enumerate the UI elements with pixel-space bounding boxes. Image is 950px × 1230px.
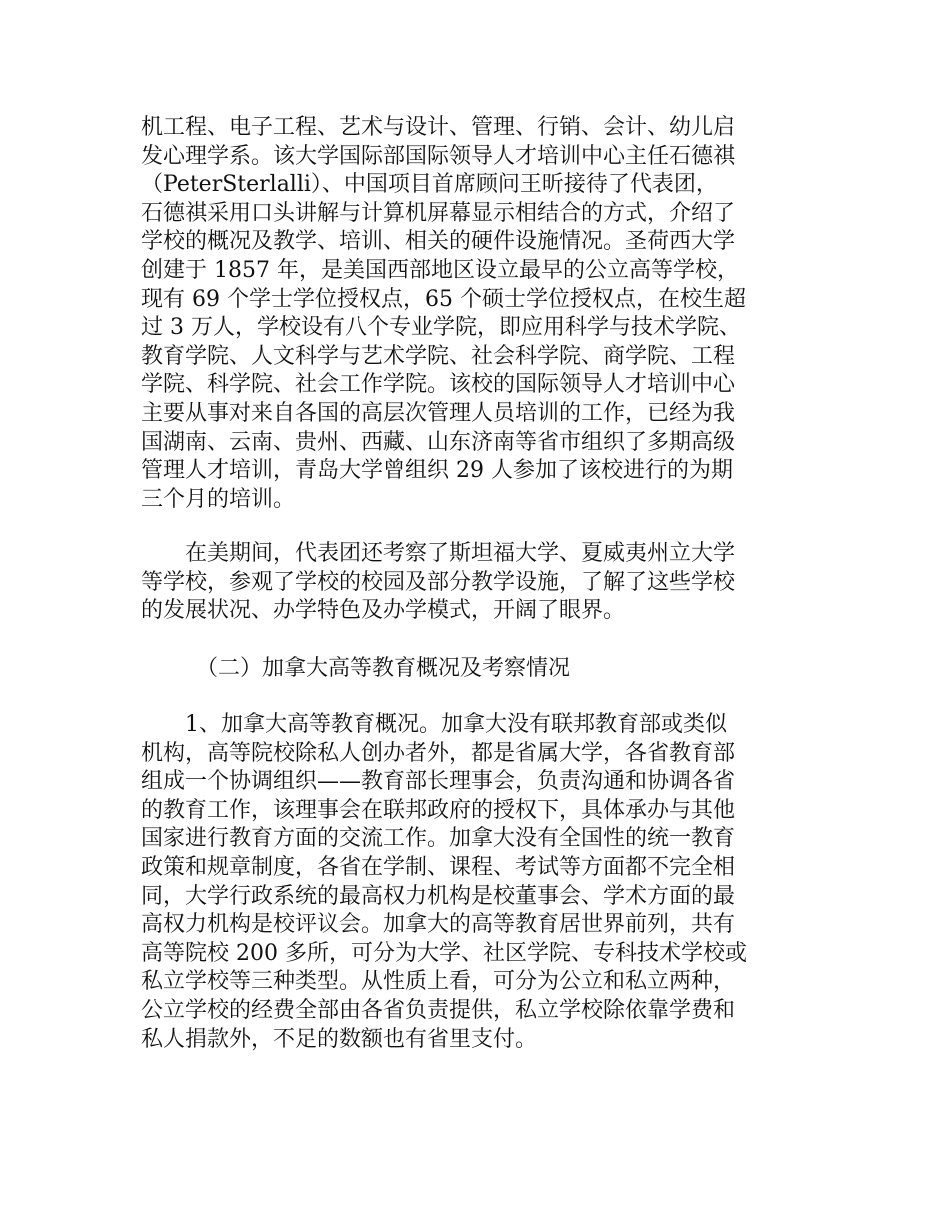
text-line: 国湖南、云南、贵州、西藏、山东济南等省市组织了多期高级: [141, 429, 736, 455]
text-line: 的教育工作，该理事会在联邦政府的授权下，具体承办与其他: [141, 797, 736, 823]
text-line: 私人捐款外，不足的数额也有省里支付。: [141, 1026, 538, 1052]
text-line: 三个月的培训。: [141, 486, 296, 512]
text-line: 机构，高等院校除私人创办者外，都是省属大学，各省教育部: [141, 740, 736, 766]
text-line: 组成一个协调组织——教育部长理事会，负责沟通和协调各省: [141, 769, 736, 795]
text-line: 等学校，参观了学校的校园及部分教学设施，了解了这些学校: [141, 569, 736, 595]
text-line: 的发展状况、办学特色及办学模式，开阔了眼界。: [141, 598, 626, 624]
text-line: 高权力机构是校评议会。加拿大的高等教育居世界前列，共有: [141, 912, 736, 938]
text-line: 过 3 万人，学校设有八个专业学院，即应用科学与技术学院、: [141, 315, 741, 341]
text-line: 私立学校等三种类型。从性质上看，可分为公立和私立两种，: [141, 969, 736, 995]
text-line: 公立学校的经费全部由各省负责提供，私立学校除依靠学费和: [141, 997, 736, 1023]
text-line: 机工程、电子工程、艺术与设计、管理、行销、会计、幼儿启: [141, 115, 736, 140]
text-line: 教育学院、人文科学与艺术学院、社会科学院、商学院、工程: [141, 343, 736, 369]
text-line: 高等院校 200 多所，可分为大学、社区学院、专科技术学校或: [141, 940, 747, 966]
paragraph-canada-overview: [141, 711, 811, 1054]
text-line: 在美期间，代表团还考察了斯坦福大学、夏威夷州立大学: [141, 541, 736, 566]
text-line: 发心理学系。该大学国际部国际领导人才培训中心主任石德祺: [141, 143, 736, 169]
heading-text: （二）加拿大高等教育概况及考察情况: [141, 656, 571, 681]
text-line: 同，大学行政系统的最高权力机构是校董事会、学术方面的最: [141, 883, 736, 909]
text-line: 1、加拿大高等教育概况。加拿大没有联邦教育部或类似: [141, 712, 727, 737]
paragraph-other-universities: [141, 540, 811, 626]
text-line: 学校的概况及教学、培训、相关的硬件设施情况。圣荷西大学: [141, 229, 736, 255]
text-line: 国家进行教育方面的交流工作。加拿大没有全国性的统一教育: [141, 826, 736, 852]
text-line: 管理人才培训，青岛大学曾组织 29 人参加了该校进行的为期: [141, 458, 733, 484]
section-heading: [141, 655, 811, 684]
text-line: 学院、科学院、社会工作学院。该校的国际领导人才培训中心: [141, 372, 736, 398]
text-line: 创建于 1857 年，是美国西部地区设立最早的公立高等学校，: [141, 257, 739, 283]
text-line: 主要从事对来自各国的高层次管理人员培训的工作，已经为我: [141, 400, 736, 426]
text-line: 政策和规章制度，各省在学制、课程、考试等方面都不完全相: [141, 854, 736, 880]
text-line: （PeterSterlalli）、中国项目首席顾问王昕接待了代表团，: [141, 172, 718, 198]
paragraph-san-jose-state: [141, 114, 811, 514]
text-line: 石德祺采用口头讲解与计算机屏幕显示相结合的方式，介绍了: [141, 200, 736, 226]
text-line: 现有 69 个学士学位授权点，65 个硕士学位授权点，在校生超: [141, 286, 746, 312]
